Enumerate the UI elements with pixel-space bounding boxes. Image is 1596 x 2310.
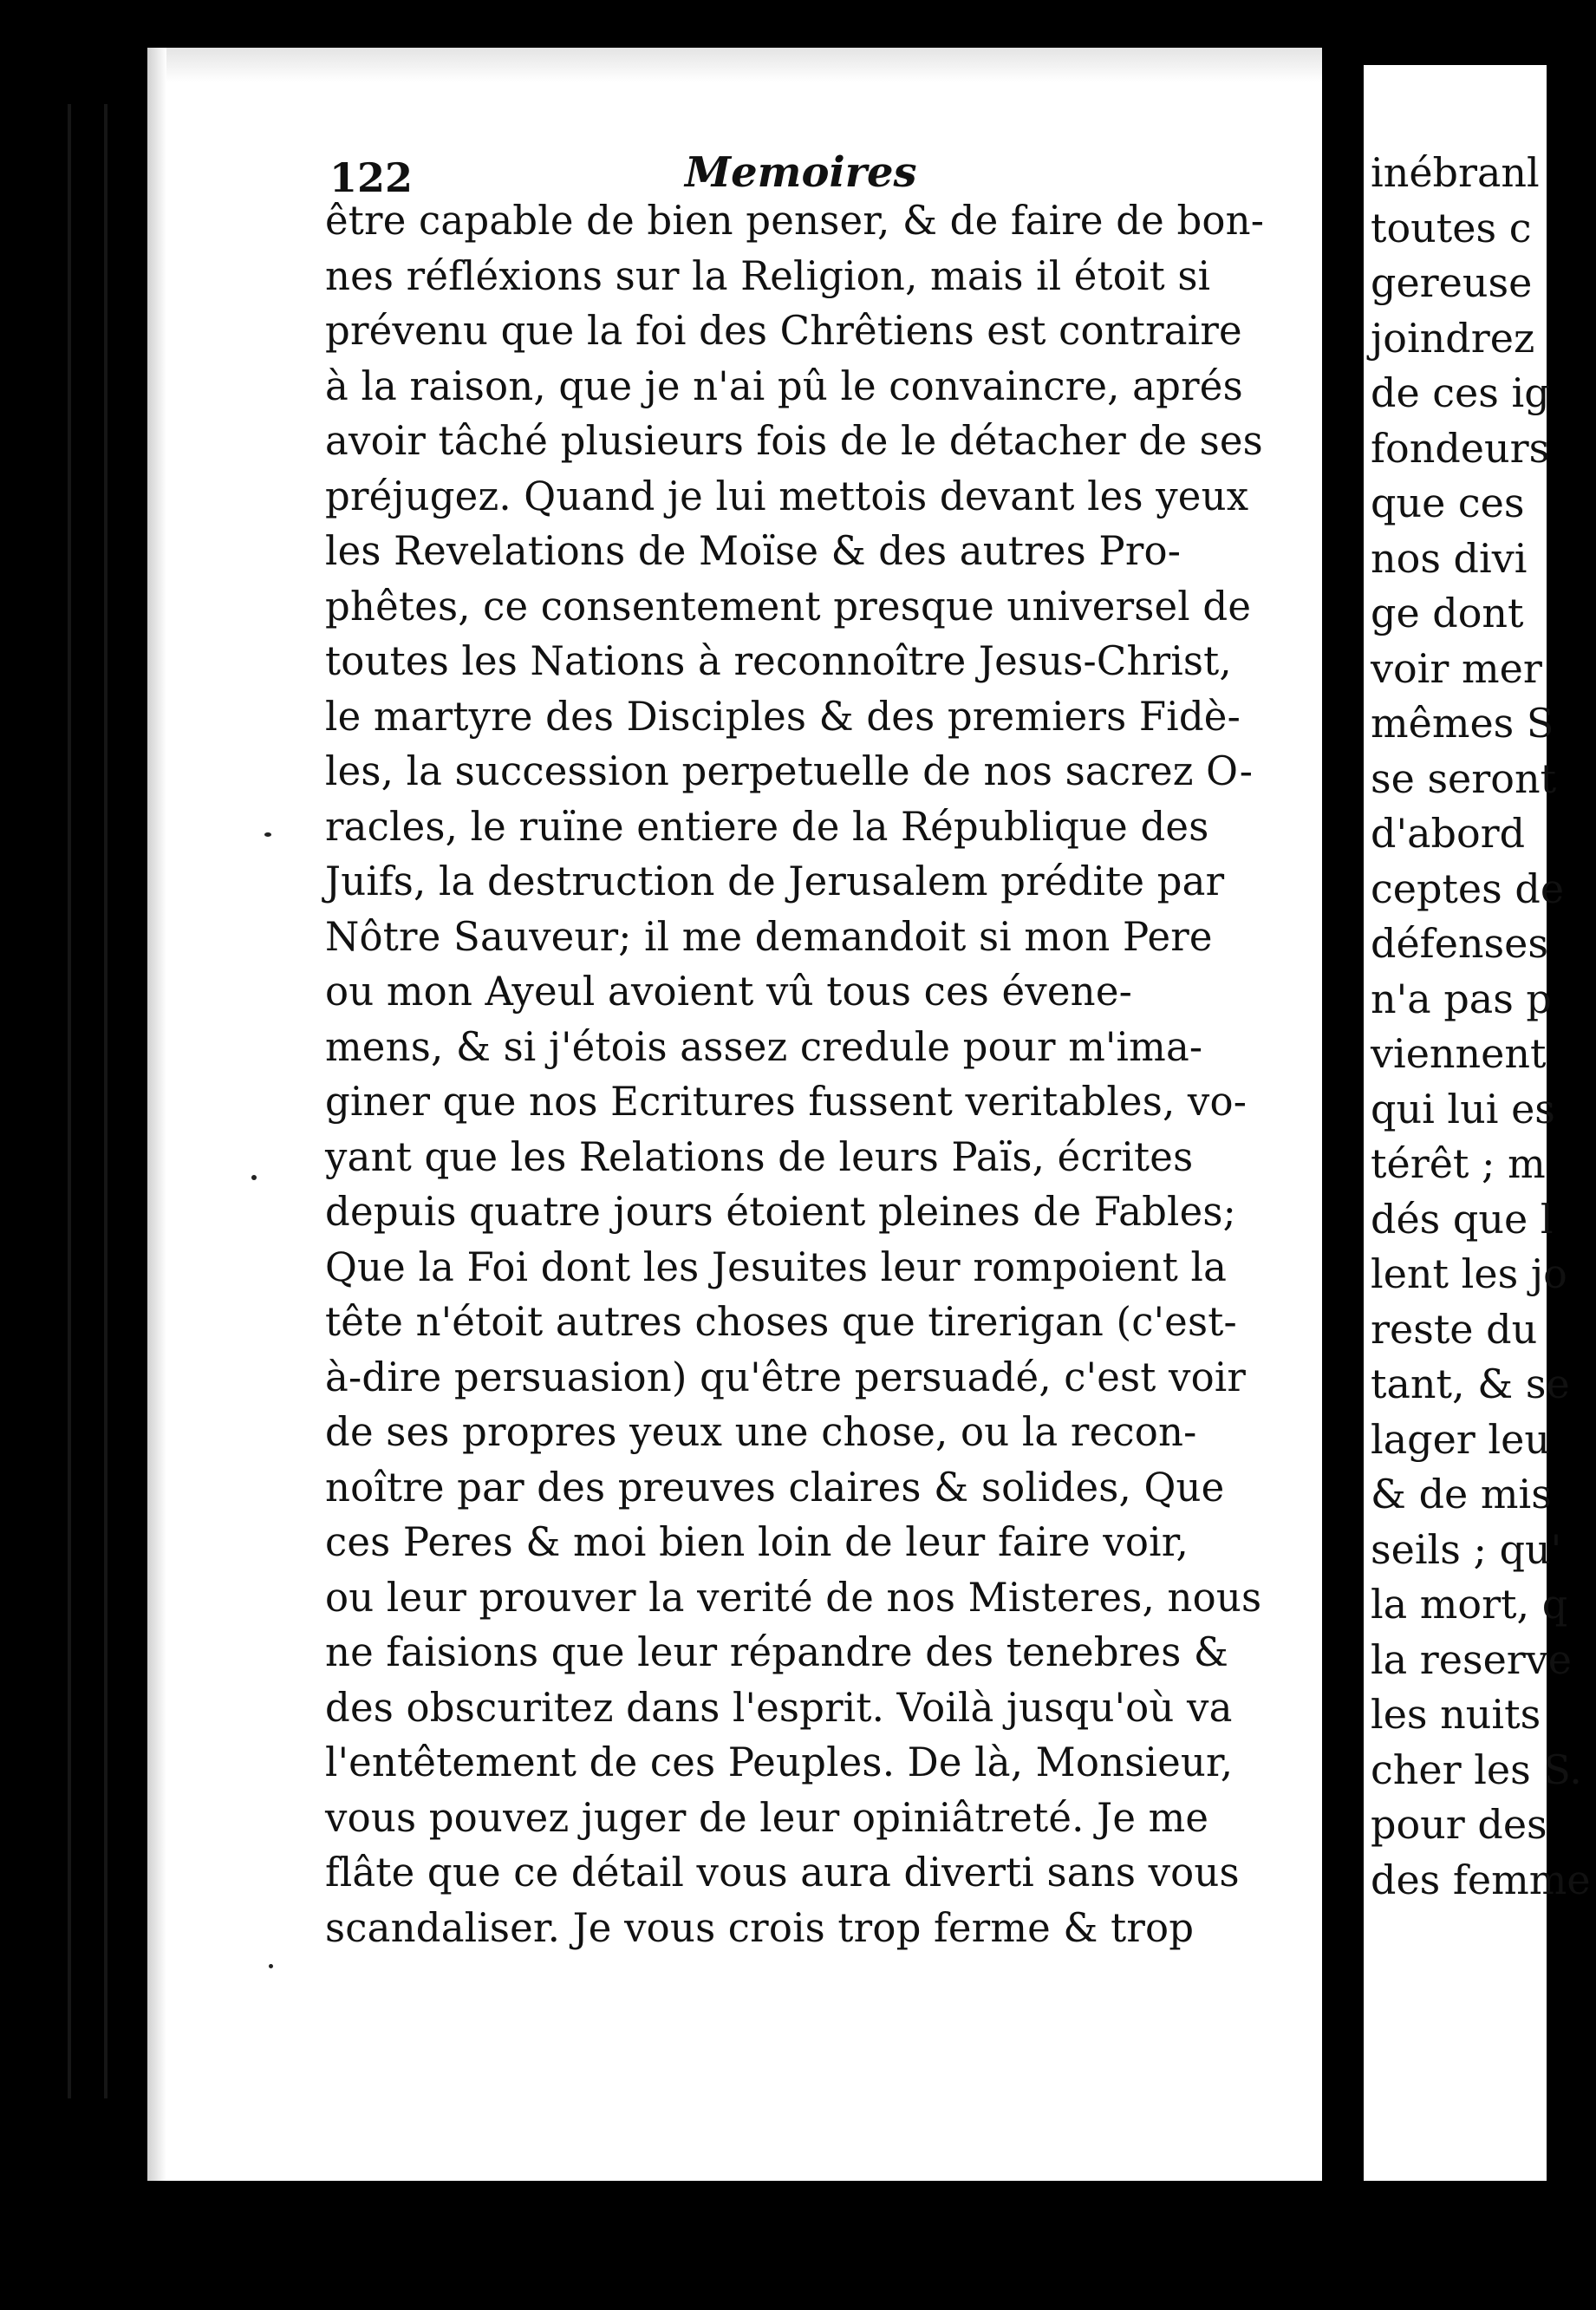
right-text-line: qui lui es [1371, 1085, 1555, 1132]
right-text-line: voir mer [1371, 644, 1542, 692]
text-line: phêtes, ce consentement presque universel de [325, 582, 1252, 630]
page-shadow-left [147, 48, 166, 2181]
right-text-line: joindrez [1371, 314, 1535, 362]
text-line: de ses propres yeux une chose, ou la recon- [325, 1408, 1197, 1455]
scan-speck [251, 1175, 257, 1180]
right-text-line: cher les S. [1371, 1746, 1582, 1793]
right-text-line: les nuits [1371, 1691, 1541, 1738]
right-text-line: dés que l [1371, 1195, 1554, 1243]
right-text-line: lent les jo [1371, 1250, 1567, 1297]
right-text-line: lager leu [1371, 1415, 1550, 1463]
right-text-line: des femme [1371, 1856, 1591, 1903]
text-line: à-dire persuasion) qu'être persuadé, c'est voir [325, 1353, 1247, 1400]
text-line: ou leur prouver la verité de nos Misteres, nous [325, 1573, 1262, 1621]
text-line: le martyre des Disciples & des premiers Fidè- [325, 692, 1241, 740]
text-line: les, la succession perpetuelle de nos sacrez O- [325, 747, 1254, 794]
right-text-line: & de mis [1371, 1471, 1552, 1517]
text-line: Nôtre Sauveur; il me demandoit si mon Pere [325, 912, 1213, 960]
right-text-line: toutes c [1371, 204, 1532, 251]
right-text-line: de ces ig [1371, 369, 1550, 416]
scan-speck [269, 1964, 273, 1968]
right-text-line: ge dont [1371, 590, 1524, 636]
right-page [1364, 65, 1591, 2181]
right-text-line: d'abord [1371, 810, 1526, 857]
text-line: toutes les Nations à reconnoître Jesus-Christ, [325, 637, 1232, 684]
edge-streak [104, 104, 107, 2098]
body-text [325, 193, 1469, 1955]
edge-streak [68, 104, 71, 2098]
text-line: flâte que ce détail vous aura diverti sans vous [325, 1849, 1240, 1896]
right-text-line: nos divi [1371, 534, 1528, 582]
page-number: 122 [329, 154, 414, 201]
right-text-line: inébranl [1371, 149, 1540, 196]
text-line: vous pouvez juger de leur opiniâtreté. Je me [325, 1793, 1209, 1841]
text-line: Que la Foi dont les Jesuites leur rompoient la [325, 1243, 1228, 1290]
bottom-margin [0, 2181, 1547, 2310]
text-line: à la raison, que je n'ai pû le convaincre, aprés [325, 362, 1243, 409]
right-text-line: n'a pas p [1371, 975, 1552, 1022]
right-text-line: mêmes S [1371, 700, 1554, 747]
right-text-line: fondeurs [1371, 424, 1550, 472]
page-gutter [1322, 0, 1364, 2310]
text-line: nes réfléxions sur la Religion, mais il étoit si [325, 251, 1211, 299]
right-text-line: reste du [1371, 1305, 1538, 1353]
text-line: l'entêtement de ces Peuples. De là, Monsieur, [325, 1739, 1234, 1785]
right-text-line: défenses [1371, 920, 1548, 967]
text-line: ne faisions que leur répandre des tenebres & [325, 1628, 1229, 1675]
right-text-line: viennent [1371, 1030, 1547, 1077]
right-text-line: pour des [1371, 1801, 1547, 1848]
text-line: les Revelations de Moïse & des autres Pro- [325, 527, 1182, 574]
right-text-line: gereuse [1371, 259, 1533, 306]
left-page [147, 48, 1322, 2181]
text-line: des obscuritez dans l'esprit. Voilà jusqu'où va [325, 1683, 1233, 1731]
page-shadow-top [147, 48, 1322, 82]
right-text-line: seils ; qu' [1371, 1525, 1562, 1573]
text-line: noître par des preuves claires & solides, Que [325, 1463, 1225, 1511]
text-line: ces Peres & moi bien loin de leur faire voir, [325, 1518, 1189, 1565]
text-line: scandaliser. Je vous crois trop ferme & trop [325, 1903, 1195, 1951]
left-page-edge [0, 0, 152, 2310]
right-text-line: la mort, q [1371, 1581, 1568, 1628]
text-line: tête n'étoit autres choses que tirerigan (c'est- [325, 1298, 1237, 1345]
text-line: depuis quatre jours étoient pleines de Fables; [325, 1188, 1237, 1235]
right-text-line: térêt ; m [1371, 1140, 1546, 1187]
right-text-line: se seront [1371, 754, 1557, 802]
right-text-line: que ces [1371, 480, 1525, 526]
text-line: Juifs, la destruction de Jerusalem prédite par [325, 858, 1225, 904]
right-text-line: tant, & se [1371, 1361, 1570, 1407]
right-text-line: la reserve [1371, 1635, 1572, 1683]
text-line: mens, & si j'étois assez credule pour m'ima- [325, 1022, 1203, 1070]
text-line: avoir tâché plusieurs fois de le détacher de ses [325, 417, 1263, 464]
text-line: giner que nos Ecritures fussent veritables, vo- [325, 1078, 1247, 1125]
right-text-line: ceptes de [1371, 865, 1565, 912]
scan-speck [264, 832, 271, 837]
text-line: ou mon Ayeul avoient vû tous ces évene- [325, 968, 1133, 1015]
text-line: yant que les Relations de leurs Païs, écrites [325, 1132, 1194, 1180]
text-line: être capable de bien penser, & de faire de bon- [325, 197, 1265, 244]
text-line: prévenu que la foi des Chrêtiens est contraire [325, 307, 1242, 354]
right-page-text [1371, 146, 1596, 1908]
running-title: Memoires [685, 148, 917, 197]
text-line: préjugez. Quand je lui mettois devant les yeux [325, 472, 1249, 519]
text-line: racles, le ruïne entiere de la République des [325, 802, 1209, 850]
